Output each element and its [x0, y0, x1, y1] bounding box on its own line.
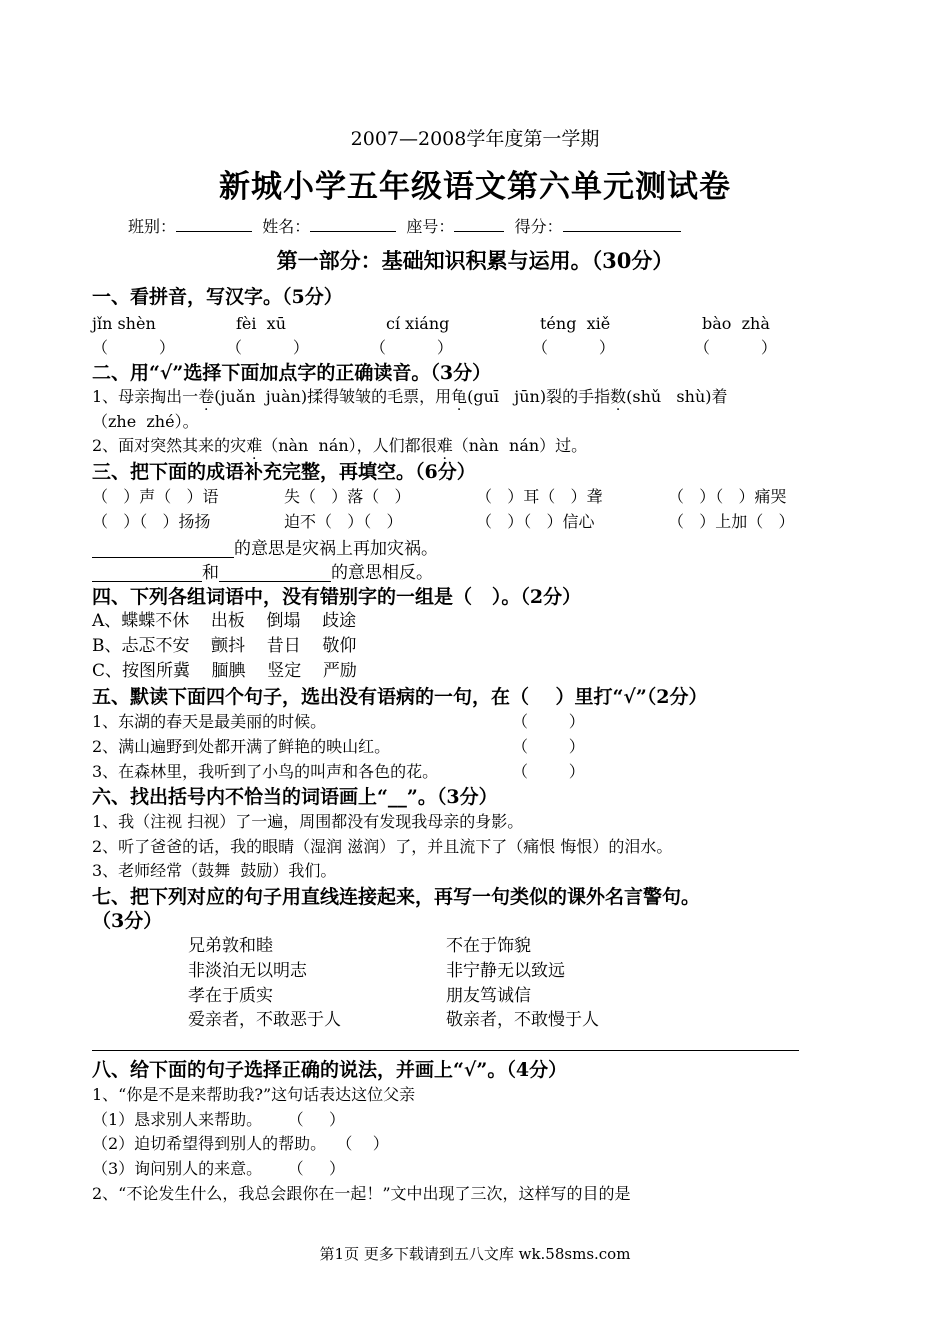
idiom-8: （ ）上加（ ）: [668, 512, 795, 531]
q6-item-3: 3、老师经常（鼓舞 鼓励）我们。: [92, 861, 337, 880]
q8-option-2: （2）迫切希望得到别人的帮助。 （ ）: [92, 1134, 389, 1153]
q2-line-1: 1、母亲掏出一卷(juǎn juàn)揉得皱皱的毛票，用龟(guī jūn)裂的手指数(shǔ shù)着: [92, 387, 728, 406]
idiom-5: （ ）（ ）扬扬: [92, 512, 211, 531]
exam-year: 2007—2008学年度第一学期: [350, 128, 600, 150]
idiom-6: 迫不（ ）（ ）: [284, 512, 403, 531]
q8-option-3: （3）询问别人的来意。 （ ）: [92, 1159, 346, 1178]
score-blank: [563, 217, 681, 232]
q5-bracket-3: （ ）: [512, 762, 585, 781]
score-label: 得分：: [514, 217, 563, 236]
q4-title: 四、下列各组词语中，没有错别字的一组是（ ）。（2分）: [92, 586, 582, 608]
q1-bracket-5: （ ）: [694, 338, 777, 357]
dotted-char: 数: [610, 387, 627, 406]
q4-option-b: B、忐忑不安 颤抖 昔日 敬仰: [92, 636, 357, 656]
q1-bracket-2: （ ）: [226, 338, 309, 357]
class-label: 班别：: [128, 217, 177, 236]
q1-bracket-1: （ ）: [92, 338, 175, 357]
q6-title: 六、找出括号内不恰当的词语画上“__”。（3分）: [92, 786, 498, 808]
fill-blank: [92, 564, 202, 582]
q8-title: 八、给下面的句子选择正确的说法，并画上“√”。（4分）: [92, 1059, 568, 1081]
q6-item-1: 1、我（注视 扫视）了一遍，周围都没有发现我母亲的身影。: [92, 812, 524, 831]
idiom-1: （ ）声（ ）语: [92, 487, 219, 506]
page-footer: 第1页 更多下载请到五八文库 wk.58sms.com: [319, 1245, 631, 1263]
class-blank: [176, 217, 252, 232]
match-left-1: 兄弟敦和睦: [188, 936, 273, 956]
q8-question-1: 1、“你是不是来帮助我?”这句话表达这位父亲: [92, 1085, 416, 1104]
q2-line-2: （zhe zhé）。: [92, 412, 199, 431]
q2-line-3: 2、面对突然其来的灾难（nàn nán），人们都很难（nàn nán）过。: [92, 436, 588, 455]
q1-bracket-3: （ ）: [370, 338, 453, 357]
q7-title-score: （3分）: [92, 910, 163, 932]
answer-line: [92, 1050, 799, 1051]
q2-title: 二、用“√”选择下面加点字的正确读音。（3分）: [92, 362, 492, 384]
dotted-char: 卷: [198, 387, 215, 406]
q5-bracket-1: （ ）: [512, 712, 585, 731]
match-left-2: 非淡泊无以明志: [188, 961, 307, 981]
student-info: [128, 217, 681, 235]
q3-title: 三、把下面的成语补充完整，再填空。（6分）: [92, 461, 476, 483]
name-label: 姓名：: [262, 217, 311, 236]
page-title: 新城小学五年级语文第六单元测试卷: [219, 169, 731, 205]
idiom-7: （ ）（ ）信心: [476, 512, 595, 531]
q4-option-a: A、蝶蝶不休 出板 倒塌 歧途: [92, 611, 357, 631]
q1-pinyin-1: jǐn shèn: [92, 314, 156, 333]
match-right-1: 不在于饰貌: [446, 936, 531, 956]
q1-title: 一、看拼音，写汉字。（5分）: [92, 286, 343, 308]
q8-option-1: （1）恳求别人来帮助。 （ ）: [92, 1110, 346, 1129]
name-blank: [310, 217, 396, 232]
q1-pinyin-3: cí xiáng: [386, 314, 450, 333]
match-left-4: 爱亲者，不敢恶于人: [188, 1010, 341, 1030]
idiom-2: 失（ ）落（ ）: [284, 487, 411, 506]
q3-fill-2: 和 的意思相反。: [92, 564, 433, 582]
seat-blank: [454, 217, 504, 232]
q5-title: 五、默读下面四个句子，选出没有语病的一句，在（ ）里打“√”（2分）: [92, 686, 708, 708]
part-heading: 第一部分：基础知识积累与运用。（30分）: [276, 248, 674, 273]
idiom-4: （ ）（ ）痛哭: [668, 487, 787, 506]
q1-bracket-4: （ ）: [532, 338, 615, 357]
fill-blank: [219, 564, 331, 582]
fill-blank: [92, 540, 234, 558]
q3-fill-1: 的意思是灾祸上再加灾祸。: [92, 540, 438, 558]
idiom-3: （ ）耳（ ）聋: [476, 487, 603, 506]
q5-bracket-2: （ ）: [512, 737, 585, 756]
q4-option-c: C、按图所冀 腼腆 竖定 严励: [92, 661, 357, 681]
match-right-4: 敬亲者，不敢慢于人: [446, 1010, 599, 1030]
dotted-char: 难: [436, 436, 453, 455]
seat-label: 座号：: [406, 217, 455, 236]
match-right-3: 朋友笃诚信: [446, 986, 531, 1006]
q5-item-2: 2、满山遍野到处都开满了鲜艳的映山红。: [92, 737, 391, 756]
dotted-char: 难: [246, 436, 263, 455]
q1-pinyin-5: bào zhà: [702, 314, 770, 333]
q7-title: 七、把下列对应的句子用直线连接起来，再写一句类似的课外名言警句。: [92, 886, 701, 908]
q1-pinyin-2: fèi xū: [236, 314, 287, 333]
match-right-2: 非宁静无以致远: [446, 961, 565, 981]
dotted-char: 龟: [451, 387, 468, 406]
q8-question-2: 2、“不论发生什么，我总会跟你在一起！”文中出现了三次，这样写的目的是: [92, 1184, 631, 1203]
q1-pinyin-4: téng xiě: [540, 314, 611, 333]
q5-item-3: 3、在森林里，我听到了小鸟的叫声和各色的花。: [92, 762, 439, 781]
q5-item-1: 1、东湖的春天是最美丽的时候。: [92, 712, 327, 731]
q6-item-2: 2、听了爸爸的话，我的眼睛（湿润 滋润）了，并且流下了（痛恨 悔恨）的泪水。: [92, 837, 673, 856]
match-left-3: 孝在于质实: [188, 986, 273, 1006]
